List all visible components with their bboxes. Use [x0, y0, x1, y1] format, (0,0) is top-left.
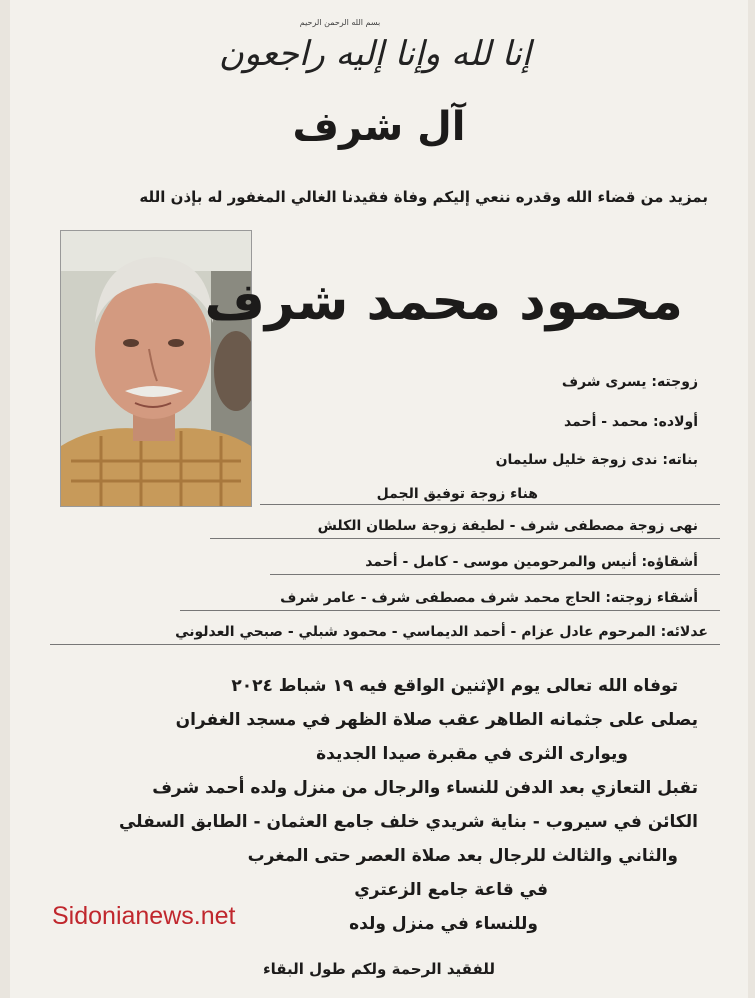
burial-line: ويوارى الثرى في مقبرة صيدا الجديدة: [316, 744, 628, 764]
intro-line: بمزيد من قضاء الله وقدره ننعي إليكم وفاة فقيدنا الغالي المغفور له بإذن الله: [139, 188, 708, 206]
watermark: Sidonianews.net: [52, 902, 236, 930]
daughter-line-2: هناء زوجة توفيق الجمل: [376, 486, 538, 502]
divider: [210, 538, 720, 539]
men-hours-line: والثاني والثالث للرجال بعد صلاة العصر حتى المغرب: [247, 846, 678, 866]
family-title: آل شرف: [292, 104, 466, 150]
hall-line: في قاعة جامع الزعتري: [354, 880, 548, 900]
prayer-line: يصلى على جثمانه الطاهر عقب صلاة الظهر في مسجد الغفران: [175, 710, 698, 730]
basmala: بسم الله الرحمن الرحيم: [299, 18, 381, 27]
deceased-name: محمود محمد شرف: [204, 272, 683, 332]
address-line: الكائن في سيروب - بناية شريدي خلف جامع العثمان - الطابق السفلي: [118, 812, 698, 832]
closing-line: للفقيد الرحمة ولكم طول البقاء: [262, 960, 496, 978]
death-date-line: توفاه الله تعالى يوم الإثنين الواقع فيه ١٩ شباط ٢٠٢٤: [231, 676, 678, 696]
divider: [270, 574, 720, 575]
quran-calligraphy: إنا لله وإنا إليه راجعون: [218, 34, 532, 74]
brothers-in-law-line: عدلائه: المرحوم عادل عزام - أحمد الديماسي - محمود شبلي - صبحي العدلوني: [175, 624, 708, 640]
brothers-line: أشقاؤه: أنيس والمرحومين موسى - كامل - أحمد: [365, 554, 698, 570]
sons-line: أولاده: محمد - أحمد: [564, 414, 698, 430]
obituary-sheet: [10, 0, 748, 998]
daughter-line-3: نهى زوجة مصطفى شرف - لطيفة زوجة سلطان الكلش: [317, 518, 698, 534]
condolences-line: تقبل التعازي بعد الدفن للنساء والرجال من منزل ولده أحمد شرف: [152, 778, 698, 798]
divider: [50, 644, 720, 645]
women-line: وللنساء في منزل ولده: [349, 914, 538, 934]
divider: [180, 610, 720, 611]
spouse-line: زوجته: يسرى شرف: [561, 374, 698, 390]
divider: [260, 504, 720, 505]
in-laws-line: أشقاء زوجته: الحاج محمد شرف مصطفى شرف - عامر شرف: [280, 590, 698, 606]
daughters-line: بناته: ندى زوجة خليل سليمان: [495, 452, 698, 468]
